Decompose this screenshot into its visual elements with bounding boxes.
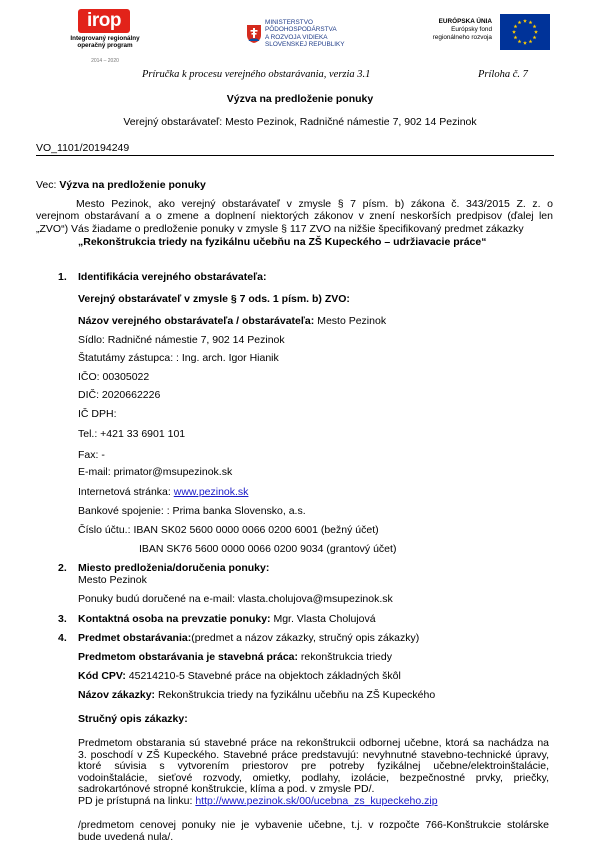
brief-description-heading: Stručný opis zákazky: [78,713,188,725]
section-number: 1. [58,271,67,283]
description-line: 3. poschodí v ZŠ Kupeckého. Stavebné práce predstavujú: nevyhnutné stavebno-technické úpravy, [78,748,549,761]
authority-name [78,315,386,327]
irop-logo [62,7,148,69]
telephone: Tel.: +421 33 6901 101 [78,428,186,440]
section-number: 4. [58,632,67,644]
procurement-type [78,651,392,663]
ministry-line: A ROZVOJA VIDIEKA [265,33,328,41]
subject-text: Výzva na predloženie ponuky [59,179,206,191]
description-line: Predmetom obstarania sú stavebné práce na rekonštrukcii odbornej učebne, ktorá sa nachádza na [78,737,549,749]
eu-logo [400,14,550,54]
eu-region: regionálneho rozvoja [432,34,492,41]
account-1: Číslo účtu.: IBAN SK02 5600 0000 0066 0200 6001 (bežný účet) [78,524,379,536]
procurement-type-value: rekonštrukcia triedy [298,651,392,663]
contact-person [78,613,376,625]
authority-name-value: Mesto Pezinok [314,315,387,327]
subject-line [36,179,206,191]
contact-person-value: Mgr. Vlasta Cholujová [270,613,376,625]
intro-paragraph [36,198,553,235]
section-heading: Predmet obstarávania: [78,632,192,644]
email: E-mail: primator@msupezinok.sk [78,466,233,478]
contract-title [78,689,435,701]
annex-label: Príloha č. 7 [478,69,528,80]
irop-years: 2014 – 2020 [91,58,119,64]
page-title: Výzva na predloženie ponuky [226,93,374,105]
price-note [78,820,549,843]
ic-dph: IČ DPH: [78,408,117,420]
subject-prefix: Vec: [36,179,60,191]
section-heading: Kontaktná osoba na prevzatie ponuky: [78,613,271,625]
authority-type: Verejný obstarávateľ v zmysle § 7 ods. 1 písm. b) ZVO: [78,293,350,305]
ico: IČO: 00305022 [78,371,150,383]
submission-email: Ponuky budú doručené na e-mail: vlasta.cholujova@msupezinok.sk [78,593,393,605]
ministry-logo [247,18,357,62]
pd-link[interactable]: http://www.pezinok.sk/00/ucebna_zs_kupeckeho.zip [195,794,438,807]
description-line: vodoinštalácie, sieťové rozvody, omietky, podlahy, izolácie, bezpečnostné prvky, priečky, [78,771,549,784]
irop-caption: Integrovaný regionálny operačný program [70,35,140,50]
subject-of-procurement [78,632,419,644]
intro-line: „ZVO“) Vás žiadame o predloženie ponuky v zmysle § 117 ZVO na nižšie špecifikovaný predmet zákazky [36,222,524,235]
slovak-coat-of-arms-icon [247,25,261,43]
authority-name-label: Názov verejného obstarávateľa / obstarávateľa: [78,315,315,327]
description-line: sadrokartónové stropné konštrukcie, klíma a pod. v zmysle PD/. [78,783,375,796]
procurement-type-label: Predmetom obstarávania je stavebná práca: [78,651,299,663]
submission-place: Mesto Pezinok [78,574,147,586]
authority-line: Verejný obstarávateľ: Mesto Pezinok, Radničné námestie 7, 902 14 Pezinok [123,116,477,128]
handbook-header: Príručka k procesu verejného obstarávania, verzia 3.1 [142,69,371,80]
fax: Fax: - [78,449,105,461]
intro-line: verejnom obstarávaní a o zmene a doplnení niektorých zákonov v znení neskorších predpisov (ďalej len [36,210,553,223]
eu-flag-icon [500,14,550,50]
account-2: IBAN SK76 5600 0000 0066 0200 9034 (grantový účet) [139,543,397,555]
price-note-line: bude uvedená nula/. [78,830,174,843]
dic: DIČ: 2020662226 [78,389,161,401]
eu-title: EURÓPSKA ÚNIA [438,18,492,25]
ministry-line: PÔDOHOSPODÁRSTVA [265,26,337,34]
bank: Bankové spojenie: : Prima banka Slovensko, a.s. [78,505,306,517]
section-heading: Miesto predloženia/doručenia ponuky: [78,562,270,574]
authority-seat: Sídlo: Radničné námestie 7, 902 14 Pezinok [78,334,285,346]
eu-fund: Európsky fond [451,26,492,33]
cpv-label: Kód CPV: [78,670,126,682]
website [78,486,248,498]
divider [36,155,554,156]
pd-label: PD je prístupná na linku: [78,794,196,807]
pd-line [78,796,549,808]
description-line: ktoré súvisia s vytvorením priestorov pre potreby fyzikálnej učebne/elektroinštalácie, [78,760,549,773]
website-link[interactable]: www.pezinok.sk [173,486,249,498]
section-heading: Identifikácia verejného obstarávateľa: [78,271,267,283]
statutory-rep: Štatutámy zástupca: : Ing. arch. Igor Hianik [78,352,279,364]
contract-title-value: Rekonštrukcia triedy na fyzikálnu učebňu na ZŠ Kupeckého [155,689,436,701]
cpv-value: 45214210-5 Stavebné práce na objektoch základných škôl [125,670,401,682]
contract-title-label: Názov zákazky: [78,689,156,701]
description-paragraph [78,738,549,808]
intro-line: Mesto Pezinok, ako verejný obstarávateľ v zmysle § 7 písm. b) zákona č. 343/2015 Z. z. o [76,198,553,210]
price-note-line: /predmetom cenovej ponuky nie je vybavenie učebne, t.j. v rozpočte 766-Konštrukcie stolárske [78,819,549,831]
section-heading-note: (predmet a názov zákazky, stručný opis zákazky) [191,632,420,644]
reference-number: VO_1101/20194249 [36,142,130,154]
section-number: 3. [58,613,67,625]
website-label: Internetová stránka: [78,486,174,498]
contract-name: „Rekonštrukcia triedy na fyzikálnu učebňu na ZŠ Kupeckého – udržiavacie práce“ [78,236,487,248]
ministry-line: MINISTERSTVO [265,19,313,26]
section-number: 2. [58,562,67,574]
ministry-line: SLOVENSKEJ REPUBLIKY [265,41,345,49]
cpv-code [78,670,401,682]
irop-logo-text: irop [87,10,121,31]
